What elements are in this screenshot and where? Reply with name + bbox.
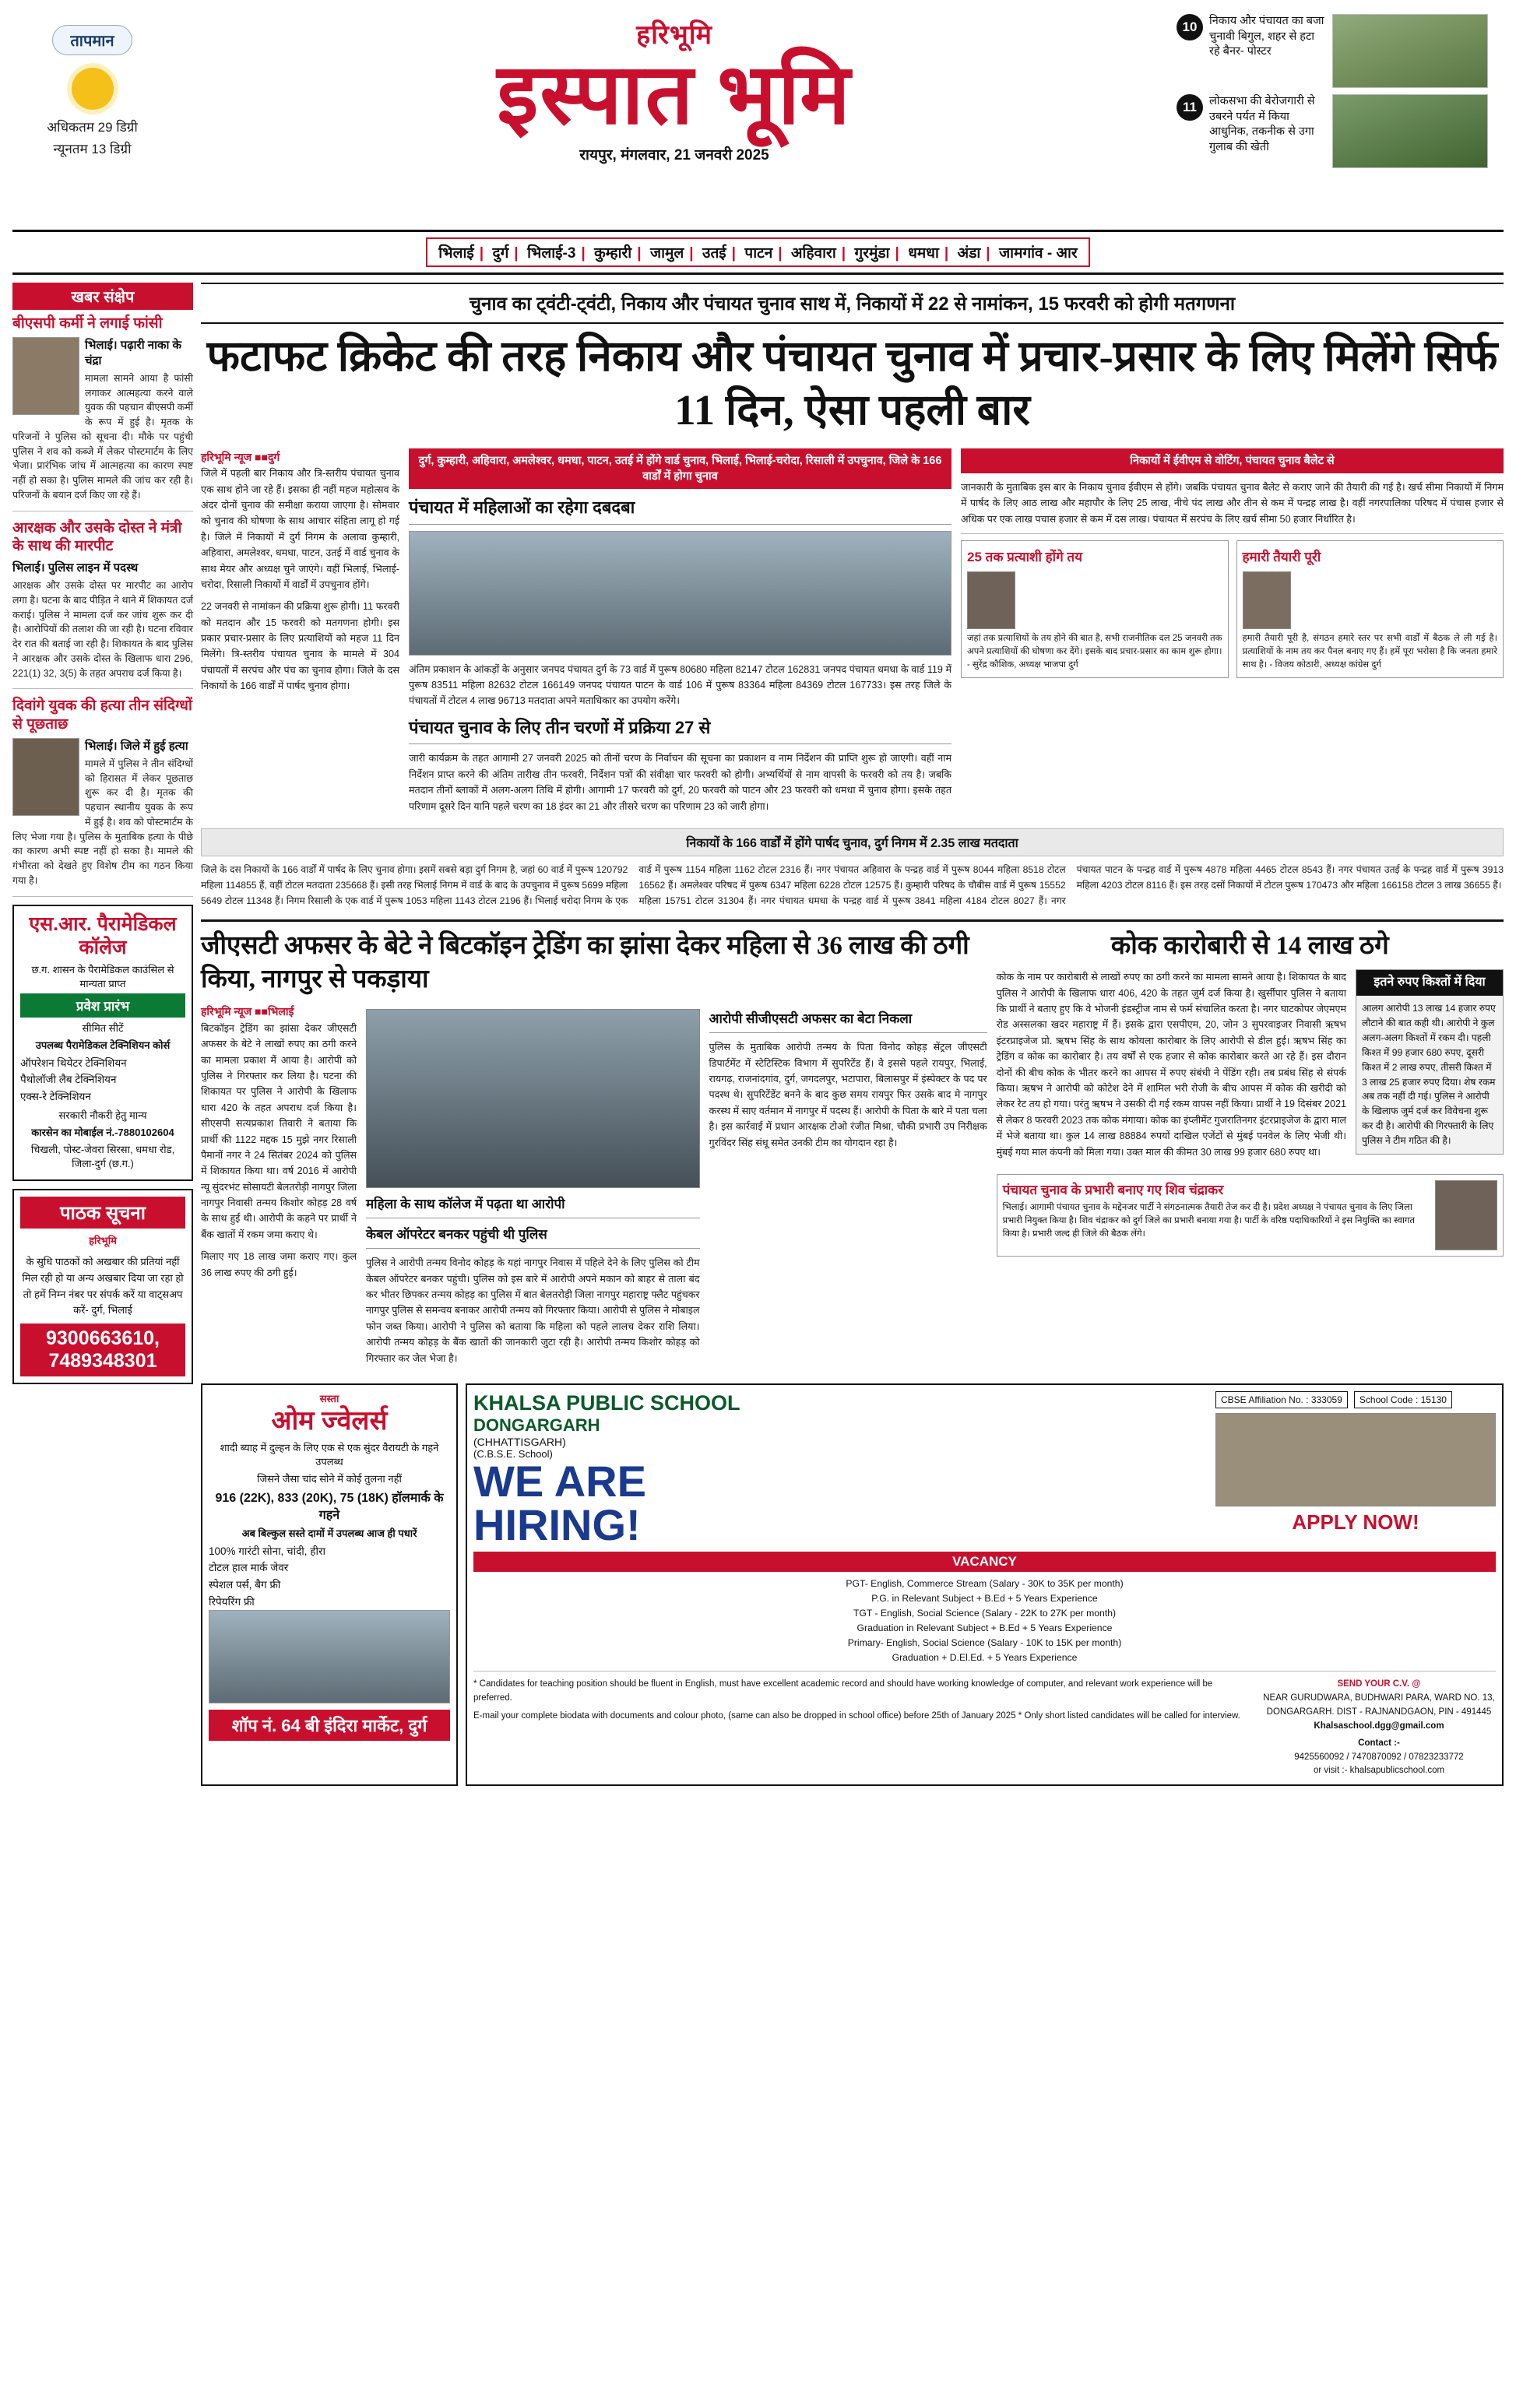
story-para: पुलिस के मुताबिक आरोपी तन्मय के पिता विनोद कोहड़ सेंट्रल जीएसटी डिपार्टमेंट में स्टेटिस्टिक विभाग में सुपरिटेंड हैं। वे इससे पहले रायपुर, भिलाई, रायगढ़, राजनांदगांव, दुर्ग, जगदलपुर, भटापारा, बिलासपुर में इंस्पेक्टर के पद पर पदस्थ थे। सुपरिटेंडेंट बनने के बाद कुछ समय रायपुर फिर उसके बाद मे नागपुर करस्थ में साए वर्तमान में नागपुर में पदस्थ हैं। आरोपी के पिता के बारे में पता चला है। इस कार्रवाई में प्रधान आरक्षक टोओ रंजीत मिश्रा, चौकी प्रभारी उप निरीक्षक गुरविंदर सिंह संधू समेत उनकी टीम का योगदान रहा है। [709,1042,987,1148]
promo-number: 10 [1177,14,1203,40]
edition-item[interactable]: गुरमुंडा [854,245,890,262]
quote-box-congress [1236,540,1504,678]
vacancy-heading: VACANCY [473,1552,1496,1572]
masthead-title [180,11,1169,164]
max-temperature: अधिकतम 29 डिग्री [47,120,138,135]
edition-item[interactable]: कुम्हारी [594,245,632,262]
brief-text: मामला सामने आया है फांसी लगाकर आत्महत्या करने वाले युवक की पहचान बीएसपी कर्मी के रूप में हुई है। मृतक के परिजनों ने पुलिस को सूचना दी। मौके पर पहुंची पुलिस ने शव को कब्जे में लेकर पोस्टमार्टम के लिए भेजा। प्रारंभिक जांच में आत्महत्या का कारण स्पष्ट नहीं हो सका है। पुलिस मामले की जांच कर रही है। परिजनों के बयान दर्ज किए जा रहे हैं। [12,372,193,501]
ad-point: रिपेयरिंग फ्री [209,1595,255,1608]
edition-item[interactable]: जामुल [650,245,684,262]
edition-item[interactable]: अहिवारा [791,245,836,262]
story-photo-arrest [366,1009,700,1188]
ad-course-item: पैथोलॉजी लैब टेक्निशियन [20,1074,117,1086]
promo-number: 11 [1177,94,1203,121]
story-headline: जीएसटी अफसर के बेटे ने बिटकॉइन ट्रेडिंग का झांसा देकर महिला से 36 लाख की ठगी किया, नागपुर से पकड़ाया [201,932,969,994]
second-deck [201,919,1504,1373]
brief-photo [12,738,79,816]
ad-title: एस.आर. पैरामेडिकल कॉलेज [29,912,177,958]
ad-contact[interactable]: कारसेन का मोबाईल नं.-7880102604 [31,1127,174,1139]
edition-list: भिलाई | दुर्ग | भिलाई-3 | कुम्हारी | जामुल | उतई | पाटन | अहिवारा | गुरमुंडा | धमधा | अंडा | जामगांव - आर [426,237,1089,267]
ad-khalsa-public-school[interactable] [466,1383,1504,1786]
quote-text: जहां तक प्रत्याशियों के तय होने की बात है, सभी राजनीतिक दल 25 जनवरी तक अपने प्रत्याशियों की घोषणा कर देंगे। इसके बाद प्रचार-प्रसार का काम शुरू होगा। - सुरेंद्र कौशिक, अध्यक्ष भाजपा दुर्ग [967,633,1222,670]
hiring-line-1: WE ARE [473,1457,646,1506]
school-address: NEAR GURUDWARA, BUDHWARI PARA, WARD NO. 13, DONGARGARH. DIST - RAJNANDGAON, PIN - 491445 [1263,1693,1495,1717]
school-board: (C.B.S.E. School) [473,1448,553,1461]
vacancy-note-2: E-mail your complete biodata with documents and colour photo, (same can also be dropped in school office) before 25th of January 2025 * Only short listed candidates will be called for interview. [473,1710,1240,1721]
ad-course-heading: उपलब्ध पैरामेडिकल टेक्निशियन कोर्स [35,1039,171,1051]
bottom-ad-strip [201,1383,1504,1786]
ad-seats-note: सीमित सीटें [82,1021,124,1034]
ad-subtitle: शादी ब्याह में दुल्हन के लिए एक से एक सुंदर वैरायटी के गहने उपलब्ध [220,1441,439,1468]
lead-para: जानकारी के मुताबिक इस बार के निकाय चुनाव ईवीएम से होंगे। जबकि पंचायत चुनाव बैलेट से कराए जाने की तैयारी की गई है। खर्च सीमा निकायों में निगम में पार्षद के लिए आठ लाख और महापौर के लिए 25 लाख, नीचे पंद लाख और तीन से कम में पन्द्रह लाख है। वहीं नगरपालिका परिषद में पंचास हजार से अधिक पर एक लाख पचास हजार से कम में दस लाख। पंचायत में सरपंच के लिए खर्च सीमा 50 हजार निर्धारित है। [961,481,1504,525]
lead-photo [409,531,951,656]
lead-para: 22 जनवरी से नामांकन की प्रक्रिया शुरू होगी। 11 फरवरी को मतदान और 15 फरवरी को मतगणना होगी। इस प्रकार प्रचार-प्रसार के लिए प्रत्याशियों को महज 11 दिन मिलेंगे। त्रि-स्तरीय पंचायत चुनाव के मामले में 304 पंचायतों में सरपंच और पंच का चुनाव होगा। जिले के दस निकायों के 166 वार्डों में पार्षद चुनाव होगा। [201,601,399,692]
promo-image [1332,14,1488,88]
lead-redbar: निकायों में ईवीएम से वोटिंग, पंचायत चुनाव बैलेट से [961,448,1504,473]
politician-photo [1243,571,1291,629]
weather-box [12,11,172,161]
news-brief-rail [12,283,193,1786]
ad-point: 100% गारंटी सोना, चांदी, हीरा [209,1545,325,1557]
edition-item[interactable]: दुर्ग [492,245,509,262]
promo-image [1332,94,1488,168]
ad-shop-address: शॉप नं. 64 बी इंदिरा मार्केट, दुर्ग [209,1710,450,1741]
ad-course-item: ऑपरेशन थियेटर टेक्निशियन [20,1056,127,1069]
vacancy-item: Graduation + D.El.Ed. + 5 Years Experience [892,1651,1078,1663]
ad-promo: अब बिल्कुल सस्ते दामों में उपलब्ध आज ही पधारें [241,1527,417,1539]
lead-para: जिले में पहली बार निकाय और त्रि-स्तरीय पंचायत चुनाव एक साथ होने जा रहे हैं। इसका ही नहीं महज महोत्सव के अंदर दोनों चुनाव की समीक्षा कराया जाएगा है। सोमवार को चुनाव की घोषणा के साथ आचार संहिता लागू हो गई है। जिले में निकायों में दुर्ग निगम के अलावा कुम्हारी, अहिवारा, अमलेश्वर, धमधा, पाटन, उतई में वार्ड चुनाव के साथ मेयर और अध्यक्ष चुने जाएंगे। वहीं भिलाई, भिलाई-चरोदा, रिसाली निकायों में वार्डों में उपचुनाव होंगे। [201,468,399,590]
notice-phones[interactable]: 9300663610, 7489348301 [20,1324,185,1376]
school-name: KHALSA PUBLIC SCHOOL [473,1391,740,1415]
lead-column-3 [961,448,1504,821]
ad-admission-banner: प्रवेश प्रारंभ [20,993,185,1018]
promo-text: लोकसभा की बेरोजगारी से उबरने पर्यत में किया आधुनिक, तकनीक से उगा गुलाब की खेती [1209,95,1315,153]
brief-title: दिवांगे युवक की हत्या तीन संदिग्धों से पूछताछ [12,698,192,733]
school-website[interactable]: or visit :- khalsapublicschool.com [1313,1766,1445,1776]
edition-item[interactable]: अंडा [957,245,981,262]
story-para: कोक के नाम पर कारोबारी से लाखों रुपए का ठगी करने का मामला सामने आया है। शिकायत के बाद पुलिस ने आरोपी के खिलाफ धारा 406, 420 के तहत जुर्म दर्ज किया है। खुर्सीपार पुलिस ने बताया कि प्रार्थी ने बताए हुए कि वे भोजनी इंडस्ट्रीज नाम से फर्म संचालित करता है। नगर घाटकोपर जेएमएम रोड अस्सलका खदर महाराष्ट्र में हैं। इसके द्वारा एसपीएम, 20, जोन 3 सुपरवाइजर निवासी ऋषभ इंटरप्राइजेज प्रो. ऋषभ सिंह के साथ कोयला कारोबार के लिए आरोपी से डील हुई। ऋषभ सिंह का ट्रेडिंग व कोक का कारोबार है। तय वर्षों से एक हजार से कोक कारोबार करते आ रहे हैं। इस दौरान दोनों की बीच कोक के भीतर करने का आपस में रुपए संबंधी ने पेंडिंग रही। तब प्रबंध सिंह से संपर्क किया। ऋषभ ने आरोपी को कोटेश देने में शामिल भरी रोजी के बीच आपस में कोक की खरीदी को लेकर रेट तय हो गया। परंतु ऋषभ ने उसकी दी गई रकम वापस नहीं किया। प्रार्थी ने 19 दिसंबर 2021 से लेकर 8 फरवरी 2023 तक कोक मंगाया। कोक का इंप्लीमेंट गुजरातिनगर इंटरप्राइजेज के द्वारा माल में भेजे बताया था। कुल 14 लाख 88884 रुपयों दाखिल एजेंटों से मुंबई पनवेल के लिए भेजी थी। मुंबई गया माल कंपनी को मिला गया। उक्त माल की कीमत 30 लाख 99 हजार 680 रुपए था। [996,972,1346,1158]
quote-title: हमारी तैयारी पूरी [1242,549,1321,564]
brief-text: मामले में पुलिस ने तीन संदिग्धों को हिरासत में लेकर पूछताछ शुरू कर दी है। मृतक की पहचान स्थानीय युवक के रूप में हुई है। शव को पोस्टमार्टम के लिए भेजा गया है। पुलिस के मुताबिक हत्या के पीछे का कारण अभी स्पष्ट नहीं हो सका है। मामले की गंभीरता को देखते हुए विशेष टीम का गठन किया गया है। [12,758,193,886]
politician-photo [967,571,1015,629]
notice-brand: हरिभूमि [89,1235,117,1247]
story-sidebox [1356,969,1504,1166]
brief-dateline: भिलाई। जिले में हुई हत्या [85,739,188,753]
byline: हरिभूमि न्यूज ■■दुर्ग [201,450,280,463]
promo-item[interactable] [1177,94,1504,168]
ad-point: टोटल हाल मार्क जेवर [209,1562,289,1574]
sub-headline: केबल ऑपरेटर बनकर पहुंची थी पुलिस [366,1226,700,1249]
edition-item[interactable]: जामगांव - आर [999,245,1078,262]
edition-item[interactable]: भिलाई-3 [527,245,576,262]
school-email[interactable]: Khalsaschool.dgg@gmail.com [1314,1721,1444,1731]
brief-title: आरक्षक और उसके दोस्त ने मंत्री के साथ की मारपीट [12,519,182,555]
ad-line2: जिसने जैसा चांद सोने में कोई तुलना नहीं [257,1472,402,1485]
brief-title: बीएसपी कर्मी ने लगाई फांसी [12,315,163,332]
story-para: मिलाए गए 18 लाख जमा कराए गए। कुल 36 लाख रुपए की ठगी हुई। [201,1251,357,1278]
crime-story-coke [997,930,1504,1373]
brand-main: इस्पात भूमि [497,49,852,142]
lead-columns [201,448,1504,821]
edition-date: रायपुर, मंगलवार, 21 जनवरी 2025 [579,147,769,164]
edition-item[interactable]: भिलाई [438,245,474,262]
ad-govt-note: सरकारी नौकरी हेतु मान्य [58,1109,147,1122]
sub-headline: पंचायत में महिलाओं का रहेगा दबदबा [409,497,951,525]
ad-subtitle: छ.ग. शासन के पैरामेडिकल काउंसिल से मान्यता प्राप्त [31,963,174,990]
apply-now[interactable]: APPLY NOW! [1292,1510,1419,1534]
edition-item[interactable]: पाटन [744,245,773,262]
panchayat-incharge-box [997,1174,1504,1257]
ad-shop-photo [209,1610,450,1703]
vacancy-item: P.G. in Relevant Subject + B.Ed + 5 Years Experience [871,1592,1098,1604]
ad-title: ओम ज्वेलर्स [271,1406,388,1436]
brand-top: हरिभूमि [636,20,712,50]
lead-column-2 [409,448,951,821]
brief-photo [12,337,79,415]
notice-heading: पाठक सूचना [20,1197,185,1229]
sidebox-text: आलग आरोपी 13 लाख 14 हजार रुपए लौटाने की बात कही थी। आरोपी ने कुल अलग-अलग किश्तों में रकम दी। पहली किश्त में 99 हजार 680 रुपए, दूसरी किश्त में 2 लाख रुपए, तीसरी किश्त में 3 लाख 25 हजार रुपए दिया। शेष रकम अब तक नहीं दी गई। पुलिस ने आरोपी के खिलाफ जुर्म दर्ज कर विवेचना शुरू कर दी है। आरोपी की गिरफ्तारी के लिए पुलिस ने टीम गठित की है। [1362,1003,1496,1147]
vacancy-item: PGT- English, Commerce Stream (Salary - 30K to 35K per month) [846,1578,1124,1590]
quote-text: हमारी तैयारी पूरी है, संगठन हमारे स्तर पर सभी वार्डों में बैठक ले ली गई है। प्रत्याशियों के नाम तय कर पैनल बनाए गए हैं। हमें पूरा भरोसा है कि जनता हमारे साथ है। - विजय कोठारी, अध्यक्ष कांग्रेस दुर्ग [1242,633,1497,670]
lead-column-1 [201,448,399,821]
promo-column [1177,11,1504,168]
cbse-affiliation: CBSE Affiliation No. : 333059 [1215,1391,1348,1408]
cv-heading: SEND YOUR C.V. @ [1337,1679,1421,1689]
promo-item[interactable] [1177,14,1504,88]
school-code: School Code : 15130 [1354,1391,1452,1408]
brief-dateline: भिलाई। पढ़ारी नाका के चंद्रा [85,338,182,367]
story-column-2 [366,1003,700,1373]
story-column-1 [201,1003,357,1373]
crime-story-bitcoin [201,930,987,1373]
ad-tag: सस्ता [319,1393,339,1405]
vacancy-item: Graduation in Relevant Subject + B.Ed + 5 Years Experience [856,1622,1113,1633]
brief-item[interactable] [12,697,193,896]
hiring-line-2: HIRING! [473,1500,641,1550]
leader-photo [1435,1180,1497,1250]
temperature-label: तापमान [52,25,132,55]
story-column-1 [997,969,1346,1166]
story-para: बिटकॉइन ट्रेडिंग का झांसा देकर जीएसटी अफसर के बेटे ने लाखों रुपए का ठगी करने का मामला प्रकाश में आया है। आरोपी को पुलिस ने गिरफ्तार कर लिया है। घटना की शिकायत पर पुलिस ने आरोपी के खिलाफ धारा 420 के तहत अपराध दर्ज किया है। सीएसपी सत्यप्रकाश तिवारी ने बताया कि प्रार्थी की 1122 मद्दक 15 मुझे नगर रिसाली पैमानों नगर ने 24 सितंबर 2024 को पुलिस में शिकायत किया था। वर्ष 2016 में आरोपी न्यू सुंदरभंट सोसायटी बेलतरोड़ी नागपुर जिला नागपुर निवासी तन्मय किशोर कोहड़ 28 वर्ष के साथ हुई थी। आरोपी के कहने पर प्रार्थी ने बैंक खातों में रकम जमा कराए थे। [201,1022,357,1240]
brief-dateline: भिलाई। पुलिस लाइन में पदस्थ [12,561,139,575]
school-state: (CHHATTISGARH) [473,1436,566,1449]
promo-text: निकाय और पंचायत का बजा चुनावी बिगुल, शहर से हटा रहे बैनर- पोस्टर [1209,15,1324,58]
box-heading: पंचायत चुनाव के प्रभारी बनाए गए शिव चंद्राकर [1002,1182,1224,1197]
school-photo [1215,1413,1496,1506]
masthead [12,11,1504,225]
min-temperature: न्यूनतम 13 डिग्री [53,142,132,156]
ad-address: चिखली, पोस्ट-जेवरा सिरसा, धमधा रोड, जिला-दुर्ग (छ.ग.) [30,1144,175,1170]
sun-icon [72,68,114,110]
quote-box-bjp [961,540,1229,678]
reader-notice-ad[interactable] [12,1189,193,1384]
story-para: पुलिस ने आरोपी तन्मय विनोद कोहड़ के यहां नागपुर निवास में पहिले देने के लिए पुलिस को टीम केबल ऑपरेटर बनकर पहुंची। पुलिस को इस बारे में आरोपी अपने मकान को बाहर से ताला बंद कर भीतर छिपकर तन्मय कोहड़ का पुलिस में बात बेलतरोड़ी जिला नागपुर महाराष्ट्र फ्लैट पहुंचकर नागपुर पुलिस से समन्वय बनाकर आरोपी तन्मय को गिरफ्तार किया। आरोपी से पुलिस ने मोबाइल फोन जब्त किया। आरोपी ने पुलिस को बताया कि महिला को पहले लालच देकर राशि लिया। आरोपी तन्मय कोहड़ के बैंक खातों की जानकारी जुटा रही है। आरोपी तन्मय किशोर कोहड़ को गिरफ्तार कर जेल भेजा है। [366,1257,700,1364]
ad-point: स्पेशल पर्स, बैग फ्री [209,1579,281,1591]
lead-para: जारी कार्यक्रम के तहत आगामी 27 जनवरी 2025 को तीनों चरण के निर्वाचन की सूचना का प्रकाशन व नाम निर्देशन की प्राप्ति शुरू हो जाएगी। वहीं नाम निर्देशन प्राप्त करने की अंतिम तारीख तीन फरवरी, निर्देशन पत्रों की संवीक्षा चार फरवरी को होगी। अभ्यर्थियों से नाम वापसी के फरवरी को तय है। जबकि मतदान तीनों ब्लाकों में अलग-अलग तिथि में होगी। आगामी 17 फरवरी को दुर्ग, 20 फरवरी को पाटन और 23 फरवरी को धमधा में चुनाव होगा। इसके तहत परिणाम दूसरे दिन यानि पहले चरण का 18 इंदर का 21 और तीसरे चरण का परिणाम 23 को जारी होगा। [409,753,951,812]
notice-text: के सुधि पाठकों को अखबार की प्रतियां नहीं मिल रही हो या अन्य अखबार दिया जा रहा हो तो हमें निम्न नंबर पर संपर्क करें या वाट्सअप करें- दुर्ग, भिलाई [22,1256,184,1316]
sidebox-heading: इतने रुपए किश्तों में दिया [1356,970,1503,996]
sub-headline: आरोपी सीजीएसटी अफसर का बेटा निकला [709,1011,987,1033]
sub-headline: पंचायत चुनाव के लिए तीन चरणों में प्रक्रिया 27 से [409,717,951,745]
lead-para: अंतिम प्रकाशन के आंकड़ों के अनुसार जनपद पंचायत दुर्ग के 73 वार्ड में पुरूष 80680 महिला 82147 टोटल 162831 जनपद पंचायत धमधा के वार्ड 119 में पुरूष 83511 महिला 82632 टोटल 166149 जनपद पंचायत पाटन के वार्ड 106 में पुरूष 83364 महिला 84369 टोटल 167733। इस तरह जिले के पंचायतों में टोटल 4 लाख 96713 मतदाता अपने मताधिकार का उपयोग करेंगे। [409,663,951,707]
lead-kicker: चुनाव का ट्वंटी-ट्वंटी, निकाय और पंचायत चुनाव साथ में, निकायों में 22 से नामांकन, 15 फरवरी को होगी मतगणना [201,283,1504,324]
brief-text: आरक्षक और उसके दोस्त पर मारपीट का आरोप लगा है। घटना के बाद पीड़ित ने थाने में शिकायत दर्ज कराई। पुलिस ने मामला दर्ज कर जांच शुरू कर दी है। आरोपियों की तलाश की जा रही है। घटना रविवार देर रात की बताई जा रही है। शिकायत के बाद पुलिस ने आरक्षक और उसके दोस्त के खिलाफ धारा 296, 221(1) 32, 3(5) के तहत अपराध दर्ज किया है। [12,580,193,679]
ad-om-jewellers[interactable] [201,1383,458,1786]
school-city: DONGARGARH [473,1415,600,1436]
lead-headline: फटाफट क्रिकेट की तरह निकाय और पंचायत चुनाव में प्रचार-प्रसार के लिए मिलेंगे सिर्फ 11 दिन, ऐसा पहली बार [206,332,1498,434]
brief-item[interactable] [12,519,193,690]
edition-item[interactable]: धमधा [908,245,939,262]
lead-redbar: दुर्ग, कुम्हारी, अहिवारा, अमलेश्वर, धमधा, पाटन, उतई में होंगे वार्ड चुनाव, भिलाई, भिलाई-चरोदा, रिसाली में उपचुनाव, जिले के 166 वार्डों में होगा चुनाव [409,448,951,490]
rail-heading: खबर संक्षेप [12,283,193,310]
stats-banner: निकायों के 166 वार्डों में होंगे पार्षद चुनाव, दुर्ग निगम में 2.35 लाख मतदाता [201,828,1504,856]
box-text: भिलाई। आगामी पंचायत चुनाव के मद्देनजर पार्टी ने संगठनात्मक तैयारी तेज कर दी है। प्रदेश अध्यक्ष ने पंचायत चुनाव के लिए जिला प्रभारी नियुक्त किया है। शिव चंद्राकर को दुर्ग जिले का प्रभारी बनाया गया है। पार्टी के वरिष्ठ पदाधिकारियों ने इस नियुक्ति का स्वागत किया है। प्रभारी जल्द ही जिले की बैठक लेंगे। [1002,1202,1415,1239]
sub-headline: महिला के साथ कॉलेज में पढ़ता था आरोपी [366,1196,700,1218]
vacancy-item: TGT - English, Social Science (Salary - 22K to 27K per month) [853,1607,1117,1619]
contact-heading: Contact :- [1358,1738,1400,1748]
story-column-3 [709,1003,987,1373]
ad-course-item: एक्स-रे टेक्निशियन [20,1090,91,1102]
edition-bar [12,230,1504,275]
page-body [12,283,1504,1786]
vacancy-item: Primary- English, Social Science (Salary - 10K to 15K per month) [847,1636,1122,1648]
main-column [201,283,1504,1786]
story-headline: कोक कारोबारी से 14 लाख ठगे [1110,932,1389,961]
edition-item[interactable]: उतई [702,245,726,262]
vacancy-note: * Candidates for teaching position should be fluent in English, must have excellent academic record and should have working knowledge of computer, and relevant work experience will be preferred. [473,1679,1213,1703]
stats-text: जिले के दस निकायों के 166 वार्डों में पार्षद के लिए चुनाव होगा। इसमें सबसे बड़ा दुर्ग निगम है, जहां 60 वार्ड में पुरूष 120792 महिला 114855 हैं, वहीं टोटल मतदाता 235668 हैं। इसी तरह भिलाई निगम में वार्ड के बाद के उपचुनाव में पुरूष 5699 महिला 5649 टोटल 11348 हैं। निगम रिसाली के एक वार्ड में पुरूष 1053 महिला 1143 टोटल 2196 हैं। भिलाई चरोदा निगम के एक वार्ड में पुरूष 1154 महिला 1162 टोटल 2316 हैं। नगर पंचायत अहिवारा के पन्द्रह वार्ड में पुरूष 8044 महिला 8518 टोटल 16562 हैं। अमलेश्वर परिषद में पुरूष 6347 महिला 6228 टोटल 12575 हैं। कुम्हारी परिषद के चौबीस वार्ड में पुरूष 15552 महिला 15751 टोटल 31304 हैं। नगर पंचायत धमधा के पन्द्रह वार्ड में पुरूष 3841 महिला 4184 टोटल 8027 हैं। नगर पंचायत पाटन के पन्द्रह वार्ड में पुरूष 4878 महिला 4465 टोटल 8543 हैं। नगर पंचायत उतई के पन्द्रह वार्ड में पुरूष 3913 महिला 4203 टोटल 8116 हैं। इस तरह दसों निकायों में टोटल पुरूष 170473 और महिला 166158 टोटल 3 लाख 36655 हैं। [201,864,1504,906]
ad-rates: 916 (22K), 833 (20K), 75 (18K) हॉलमार्क के गहने [215,1491,444,1522]
quote-title: 25 तक प्रत्याशी होंगे तय [967,549,1082,564]
brief-item[interactable] [12,315,193,511]
school-phones[interactable]: 9425560092 / 7470870092 / 07823233772 [1294,1752,1464,1762]
byline: हरिभूमि न्यूज ■■भिलाई [201,1005,294,1018]
ad-paramedical-college[interactable] [12,905,193,1182]
